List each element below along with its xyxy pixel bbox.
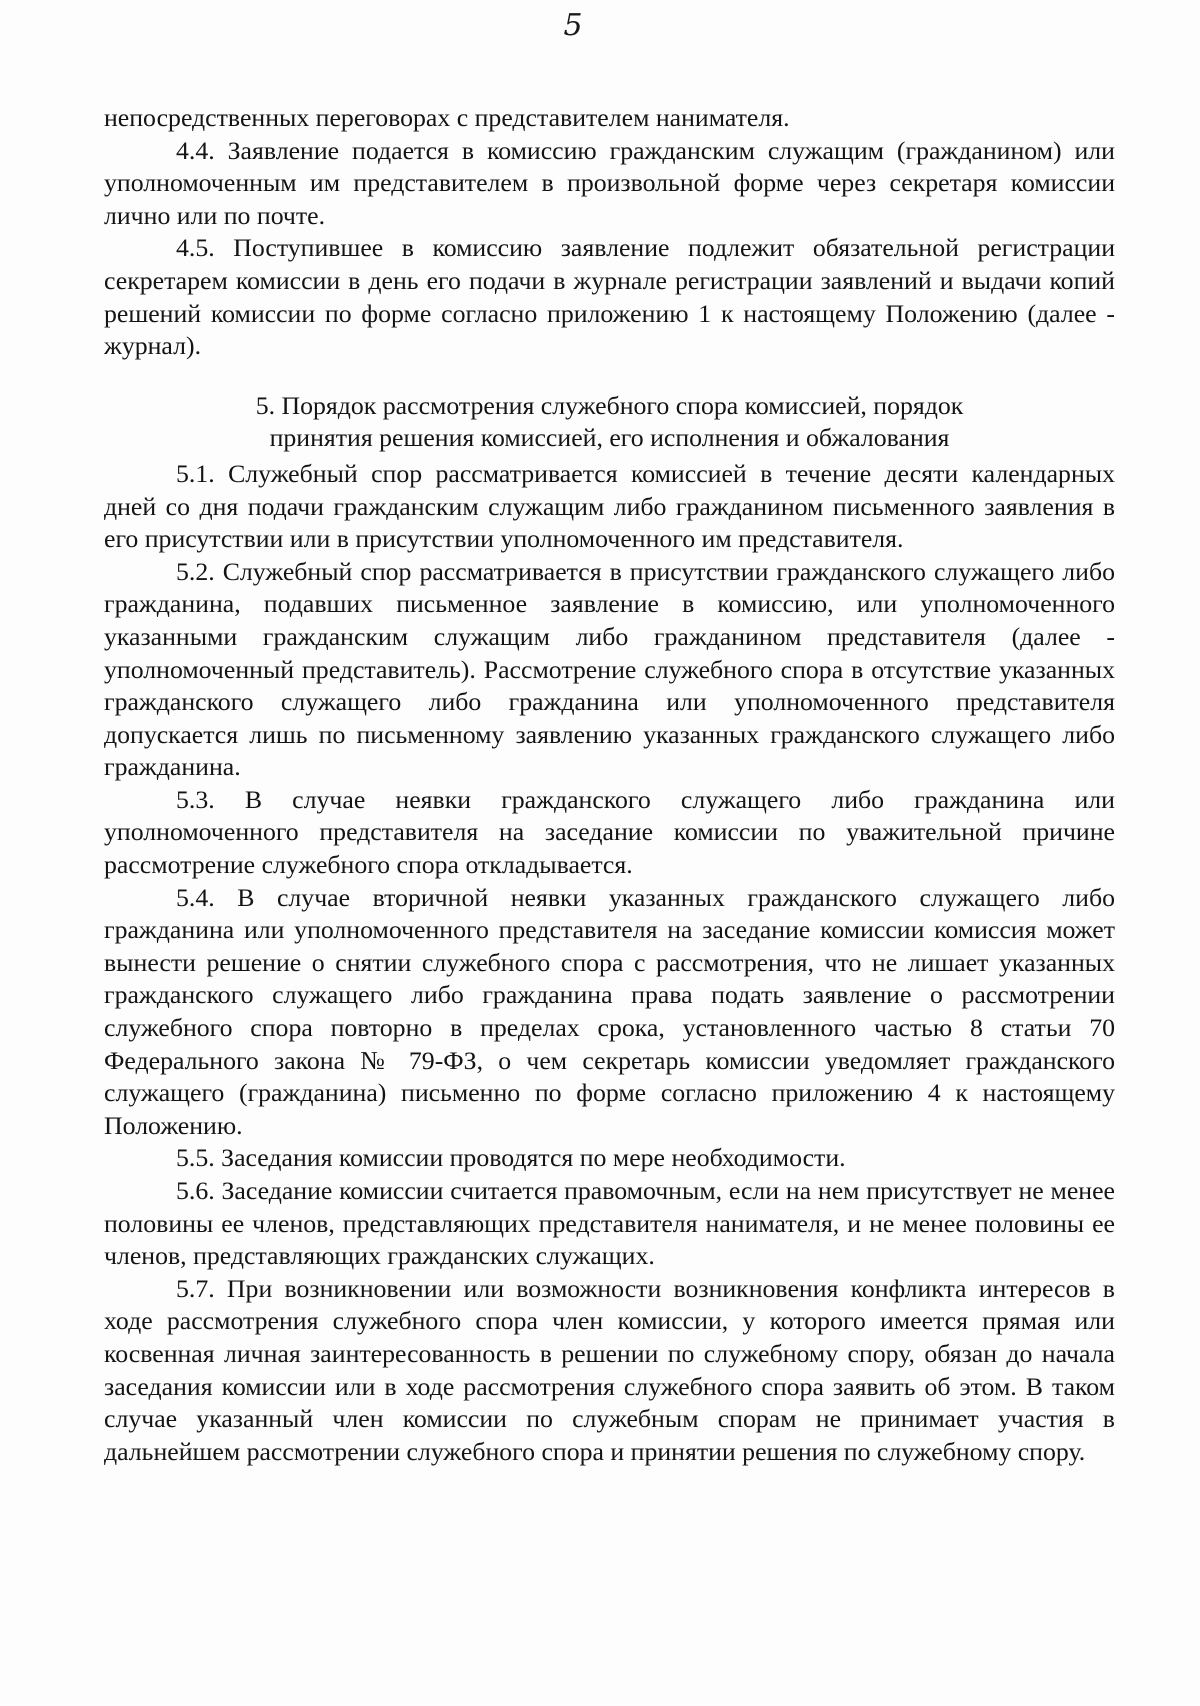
paragraph-5-5: 5.5. Заседания комиссии проводятся по мере необходимости. [176, 1143, 846, 1173]
paragraph-5-6: 5.6. Заседание комиссии считается правомочным, если на нем присутствует не менее половины ее членов, представляющих представителя нанимателя, и не менее половины ее членов, представляющих гражданских служащих. [104, 1176, 1115, 1271]
paragraph-5-1: 5.1. Служебный спор рассматривается комиссией в течение десяти календарных дней со дня подачи гражданским служащим либо гражданином письменного заявления в его присутствии или в присутствии уполномоченного им представителя. [104, 458, 1115, 554]
section-5-heading-line-1: 5. Порядок рассмотрения служебного спора комиссией, порядок [255, 390, 964, 420]
page-number: 5 [563, 8, 583, 43]
document-body [104, 102, 1115, 1468]
section-5-heading [104, 390, 1115, 458]
paragraph-5-2: 5.2. Служебный спор рассматривается в присутствии гражданского служащего либо гражданина, подавших письменное заявление в комиссию, или уполномоченного указанными гражданским служащим либо гражданином представителя (далее - уполномоченный представитель). Рассмотрение служебного спора в отсутствие указанных гражданского служащего либо гражданина или уполномоченного представителя допускается лишь по письменному заявлению указанных гражданского служащего либо гражданина. [104, 556, 1115, 782]
paragraph-5-4: 5.4. В случае вторичной неявки указанных гражданского служащего либо гражданина или уполномоченного представителя на заседание комиссии комиссия может вынести решение о снятии служебного спора с рассмотрения, что не лишает указанных гражданского служащего либо гражданина права подать заявление о рассмотрении служебного спора повторно в пределах срока, установленного частью 8 статьи 70 Федерального закона № 79-ФЗ, о чем секретарь комиссии уведомляет гражданского служащего (гражданина) письменно по форме согласно приложению 4 к настоящему Положению. [104, 882, 1115, 1140]
section-5-heading-line-2: принятия решения комиссией, его исполнения и обжалования [269, 423, 950, 453]
paragraph-continuation: непосредственных переговорах с представителем нанимателя. [104, 103, 790, 132]
paragraph-4-5: 4.5. Поступившее в комиссию заявление подлежит обязательной регистрации секретарем комиссии в день его подачи в журнале регистрации заявлений и выдачи копий решений комиссии по форме согласно приложению 1 к настоящему Положению (далее - журнал). [104, 233, 1115, 361]
paragraph-4-4: 4.4. Заявление подается в комиссию гражданским служащим (гражданином) или уполномоченным им представителем в произвольной форме через секретаря комиссии лично или по почте. [104, 135, 1115, 230]
paragraph-5-7: 5.7. При возникновении или возможности возникновения конфликта интересов в ходе рассмотрения служебного спора член комиссии, у которого имеется прямая или косвенная личная заинтересованность в решении по служебному спору, обязан до начала заседания комиссии или в ходе рассмотрения служебного спора заявить об этом. В таком случае указанный член комиссии по служебным спорам не принимает участия в дальнейшем рассмотрении служебного спора и принятии решения по служебному спору. [104, 1273, 1115, 1466]
paragraph-5-3: 5.3. В случае неявки гражданского служащего либо гражданина или уполномоченного представителя на заседание комиссии по уважительной причине рассмотрение служебного спора откладывается. [104, 784, 1115, 880]
